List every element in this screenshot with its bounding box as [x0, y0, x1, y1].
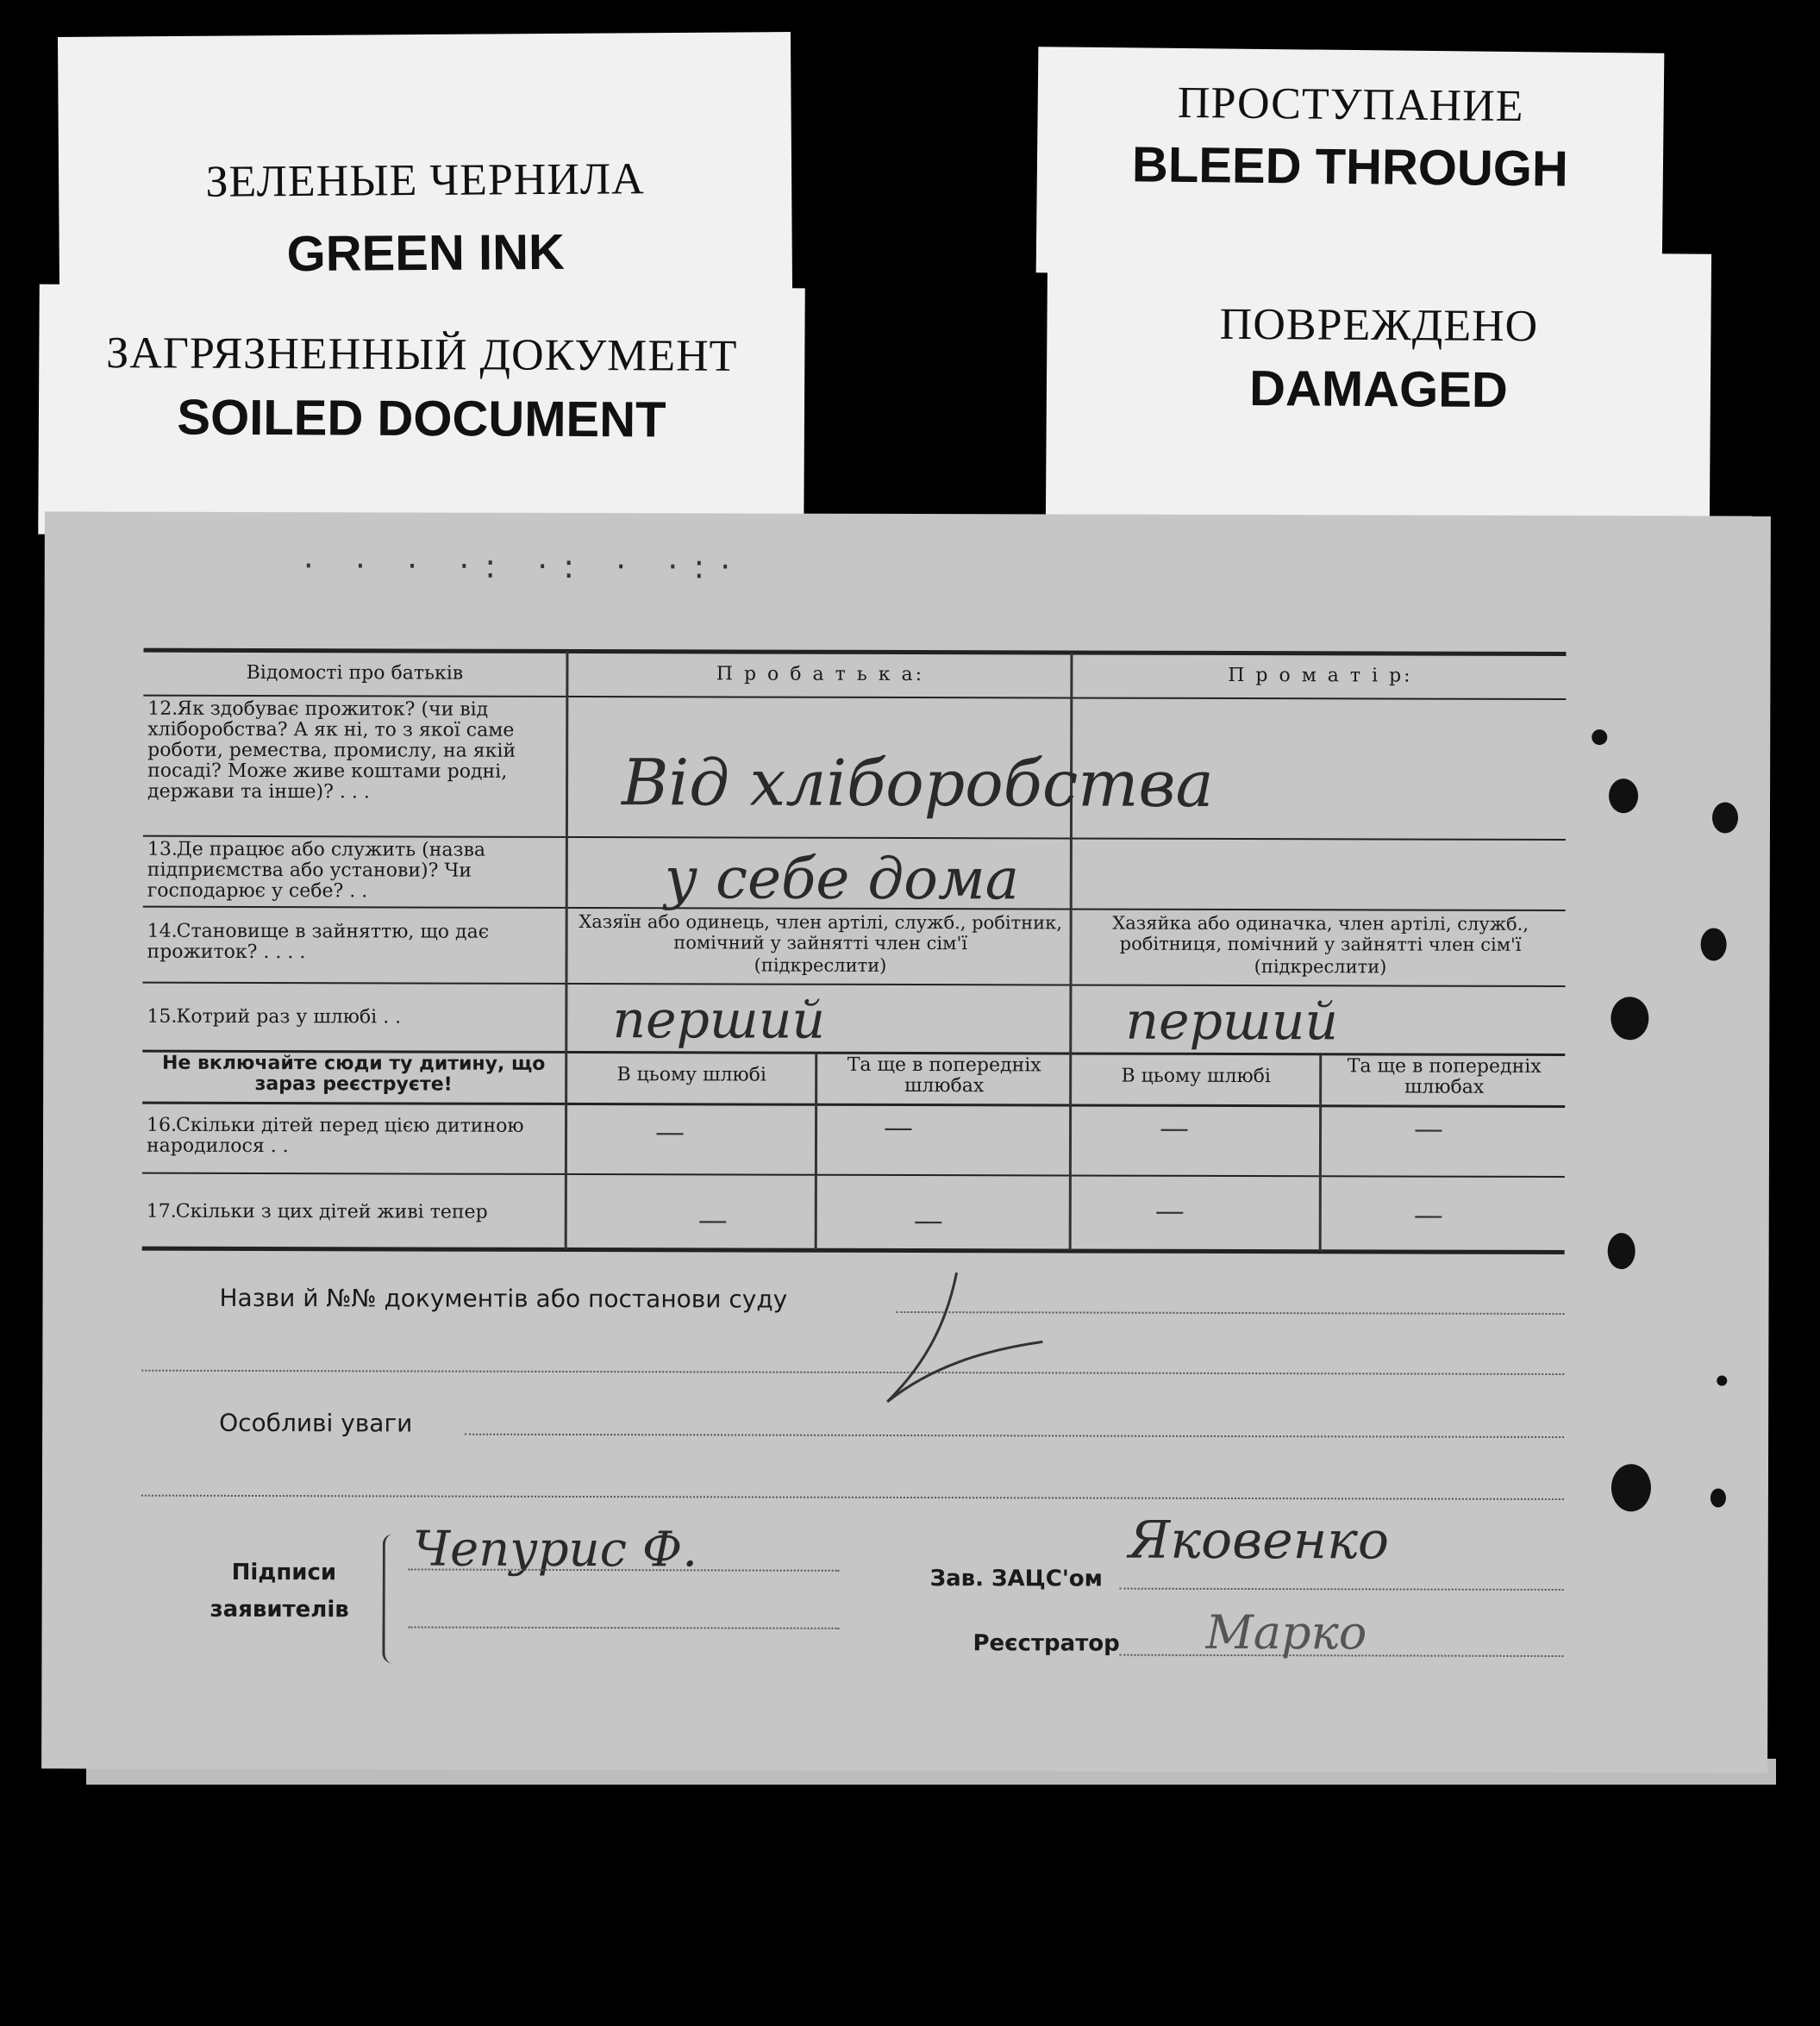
damaged-en: DAMAGED: [1248, 360, 1509, 419]
hole: [1592, 729, 1607, 745]
rule: [142, 1172, 1565, 1178]
question-17: [147, 1202, 560, 1223]
question-text: Становище в зайняттю, що дає прожиток? . . . .: [147, 920, 490, 964]
q12-answer-handwriting: Від хліборобства: [621, 746, 1214, 822]
question-text: Де працює або служить (назва підприємства або установи)? Чи господарює у себе? . .: [147, 838, 486, 903]
question-15: [147, 1007, 560, 1029]
question-text: Котрий раз у шлюбі . .: [176, 1005, 402, 1029]
green-ink-en: GREEN INK: [286, 223, 566, 283]
documents-label: Назви й №№ документів або постанови суду: [219, 1283, 788, 1314]
special-notes-label: Особливі уваги: [219, 1408, 413, 1438]
rule: [142, 982, 1565, 987]
hole: [1717, 1375, 1727, 1385]
question-number: 15.: [147, 1005, 178, 1028]
hole: [1701, 928, 1727, 960]
documents-dash-stroke: [853, 1264, 1051, 1420]
top-bleed-marks: · · · ·: ·: · ·:·: [303, 547, 747, 586]
rule: [142, 1102, 1565, 1108]
hole: [1608, 1233, 1635, 1269]
applicant-sign-line-2: [409, 1626, 840, 1629]
q16-mother-this-dash: —: [1159, 1110, 1190, 1146]
green-ink-ru: ЗЕЛЕНЫЕ ЧЕРНИЛА: [205, 154, 645, 207]
father-previous-marriages: Та ще в попередніх шлюбах: [847, 1054, 1041, 1097]
hole: [1712, 802, 1738, 833]
q14-mother-note: (підкреслити): [1254, 956, 1387, 978]
signature-brace: [382, 1534, 402, 1663]
mother-previous-marriages: Та ще в попередніх шлюбах: [1347, 1055, 1542, 1098]
soiled-document-en: SOILED DOCUMENT: [177, 389, 666, 448]
question-text: Як здобуває прожиток? (чи від хліборобства? А як ні, то з якої саме роботи, ремества, промислу, на якій посаді? Може живе коштами родні, держави та інше)? . . .: [147, 697, 516, 804]
q14-mother-options: Хазяйка або одиначка, член артілі, служб., робітниця, помічний у зайнятті член сім'ї: [1112, 912, 1529, 955]
q16-mother-prev-dash: —: [1413, 1111, 1444, 1147]
header-father: П р о б а т ь к а:: [716, 663, 925, 686]
question-number: 14.: [147, 920, 178, 942]
question-number: 16.: [147, 1114, 178, 1136]
special-notes-line-2: [141, 1495, 1564, 1500]
question-16: [147, 1116, 560, 1158]
header-parents: Відомості про батьків: [246, 661, 464, 685]
applicants-label: заявителів: [210, 1596, 349, 1623]
header-mother: П р о м а т і р:: [1228, 664, 1413, 687]
question-13: [147, 840, 561, 903]
question-text: Скільки з цих дітей живі тепер: [175, 1200, 488, 1223]
registrar-label: Реєстратор: [973, 1630, 1120, 1657]
q15-mother-handwriting: перший: [1125, 991, 1339, 1053]
question-12: [147, 699, 561, 804]
head-signature: Яковенко: [1128, 1510, 1390, 1572]
hole: [1610, 997, 1648, 1040]
q17-father-this-dash: —: [697, 1203, 728, 1238]
q16-father-this-dash: —: [654, 1115, 685, 1150]
hole: [1711, 1488, 1726, 1507]
subcol-divider: [815, 1054, 818, 1250]
head-sign-line: [1120, 1588, 1564, 1591]
q17-father-prev-dash: —: [913, 1204, 943, 1239]
q17-mother-prev-dash: —: [1413, 1197, 1443, 1233]
green-ink-tag: [58, 32, 792, 296]
q14-father-options: Хазяїн або одинець, член артілі, служб., робітник, помічний у зайнятті член сім'ї: [579, 911, 1063, 954]
signatures-label: Підписи: [231, 1559, 337, 1586]
father-this-marriage: В цьому шлюбі: [616, 1064, 766, 1086]
registration-form: [41, 511, 1771, 1773]
q17-mother-this-dash: —: [1154, 1193, 1185, 1229]
soiled-document-ru: ЗАГРЯЗНЕННЫЙ ДОКУМЕНТ: [106, 328, 738, 381]
bleed-through-tag: [1036, 47, 1665, 279]
applicant-signature: Чепурис Ф.: [412, 1521, 698, 1579]
exclude-child-note: Не включайте сюди ту дитину, що зараз реєструєте!: [162, 1052, 546, 1096]
table-bottom-rule: [142, 1247, 1565, 1254]
q13-answer-handwriting: у себе дома: [664, 845, 1020, 913]
question-text: Скільки дітей перед цією дитиною народилося . .: [146, 1114, 524, 1158]
damaged-ru: ПОВРЕЖДЕНО: [1219, 299, 1539, 352]
col-divider: [565, 651, 569, 1249]
question-14: [147, 922, 561, 964]
soiled-document-tag: [38, 285, 805, 539]
q16-father-prev-dash: —: [883, 1110, 914, 1146]
question-number: 17.: [146, 1200, 177, 1222]
damaged-tag: [1046, 249, 1711, 519]
q15-father-handwriting: перший: [612, 990, 826, 1051]
table-top-rule: [143, 648, 1566, 656]
hole: [1609, 779, 1638, 813]
bleed-through-ru: ПРОСТУПАНИЕ: [1177, 78, 1524, 132]
question-number: 12.: [147, 697, 178, 720]
hole: [1611, 1464, 1651, 1511]
mother-this-marriage: В цьому шлюбі: [1121, 1065, 1271, 1088]
q14-father-note: (підкреслити): [754, 954, 887, 976]
head-label: Зав. ЗАЦС'ом: [929, 1566, 1103, 1592]
bleed-through-en: BLEED THROUGH: [1131, 136, 1569, 197]
registrar-signature: Марко: [1205, 1604, 1367, 1660]
question-number: 13.: [147, 838, 178, 860]
special-notes-line: [465, 1434, 1564, 1438]
subcol-divider: [1319, 1054, 1323, 1251]
